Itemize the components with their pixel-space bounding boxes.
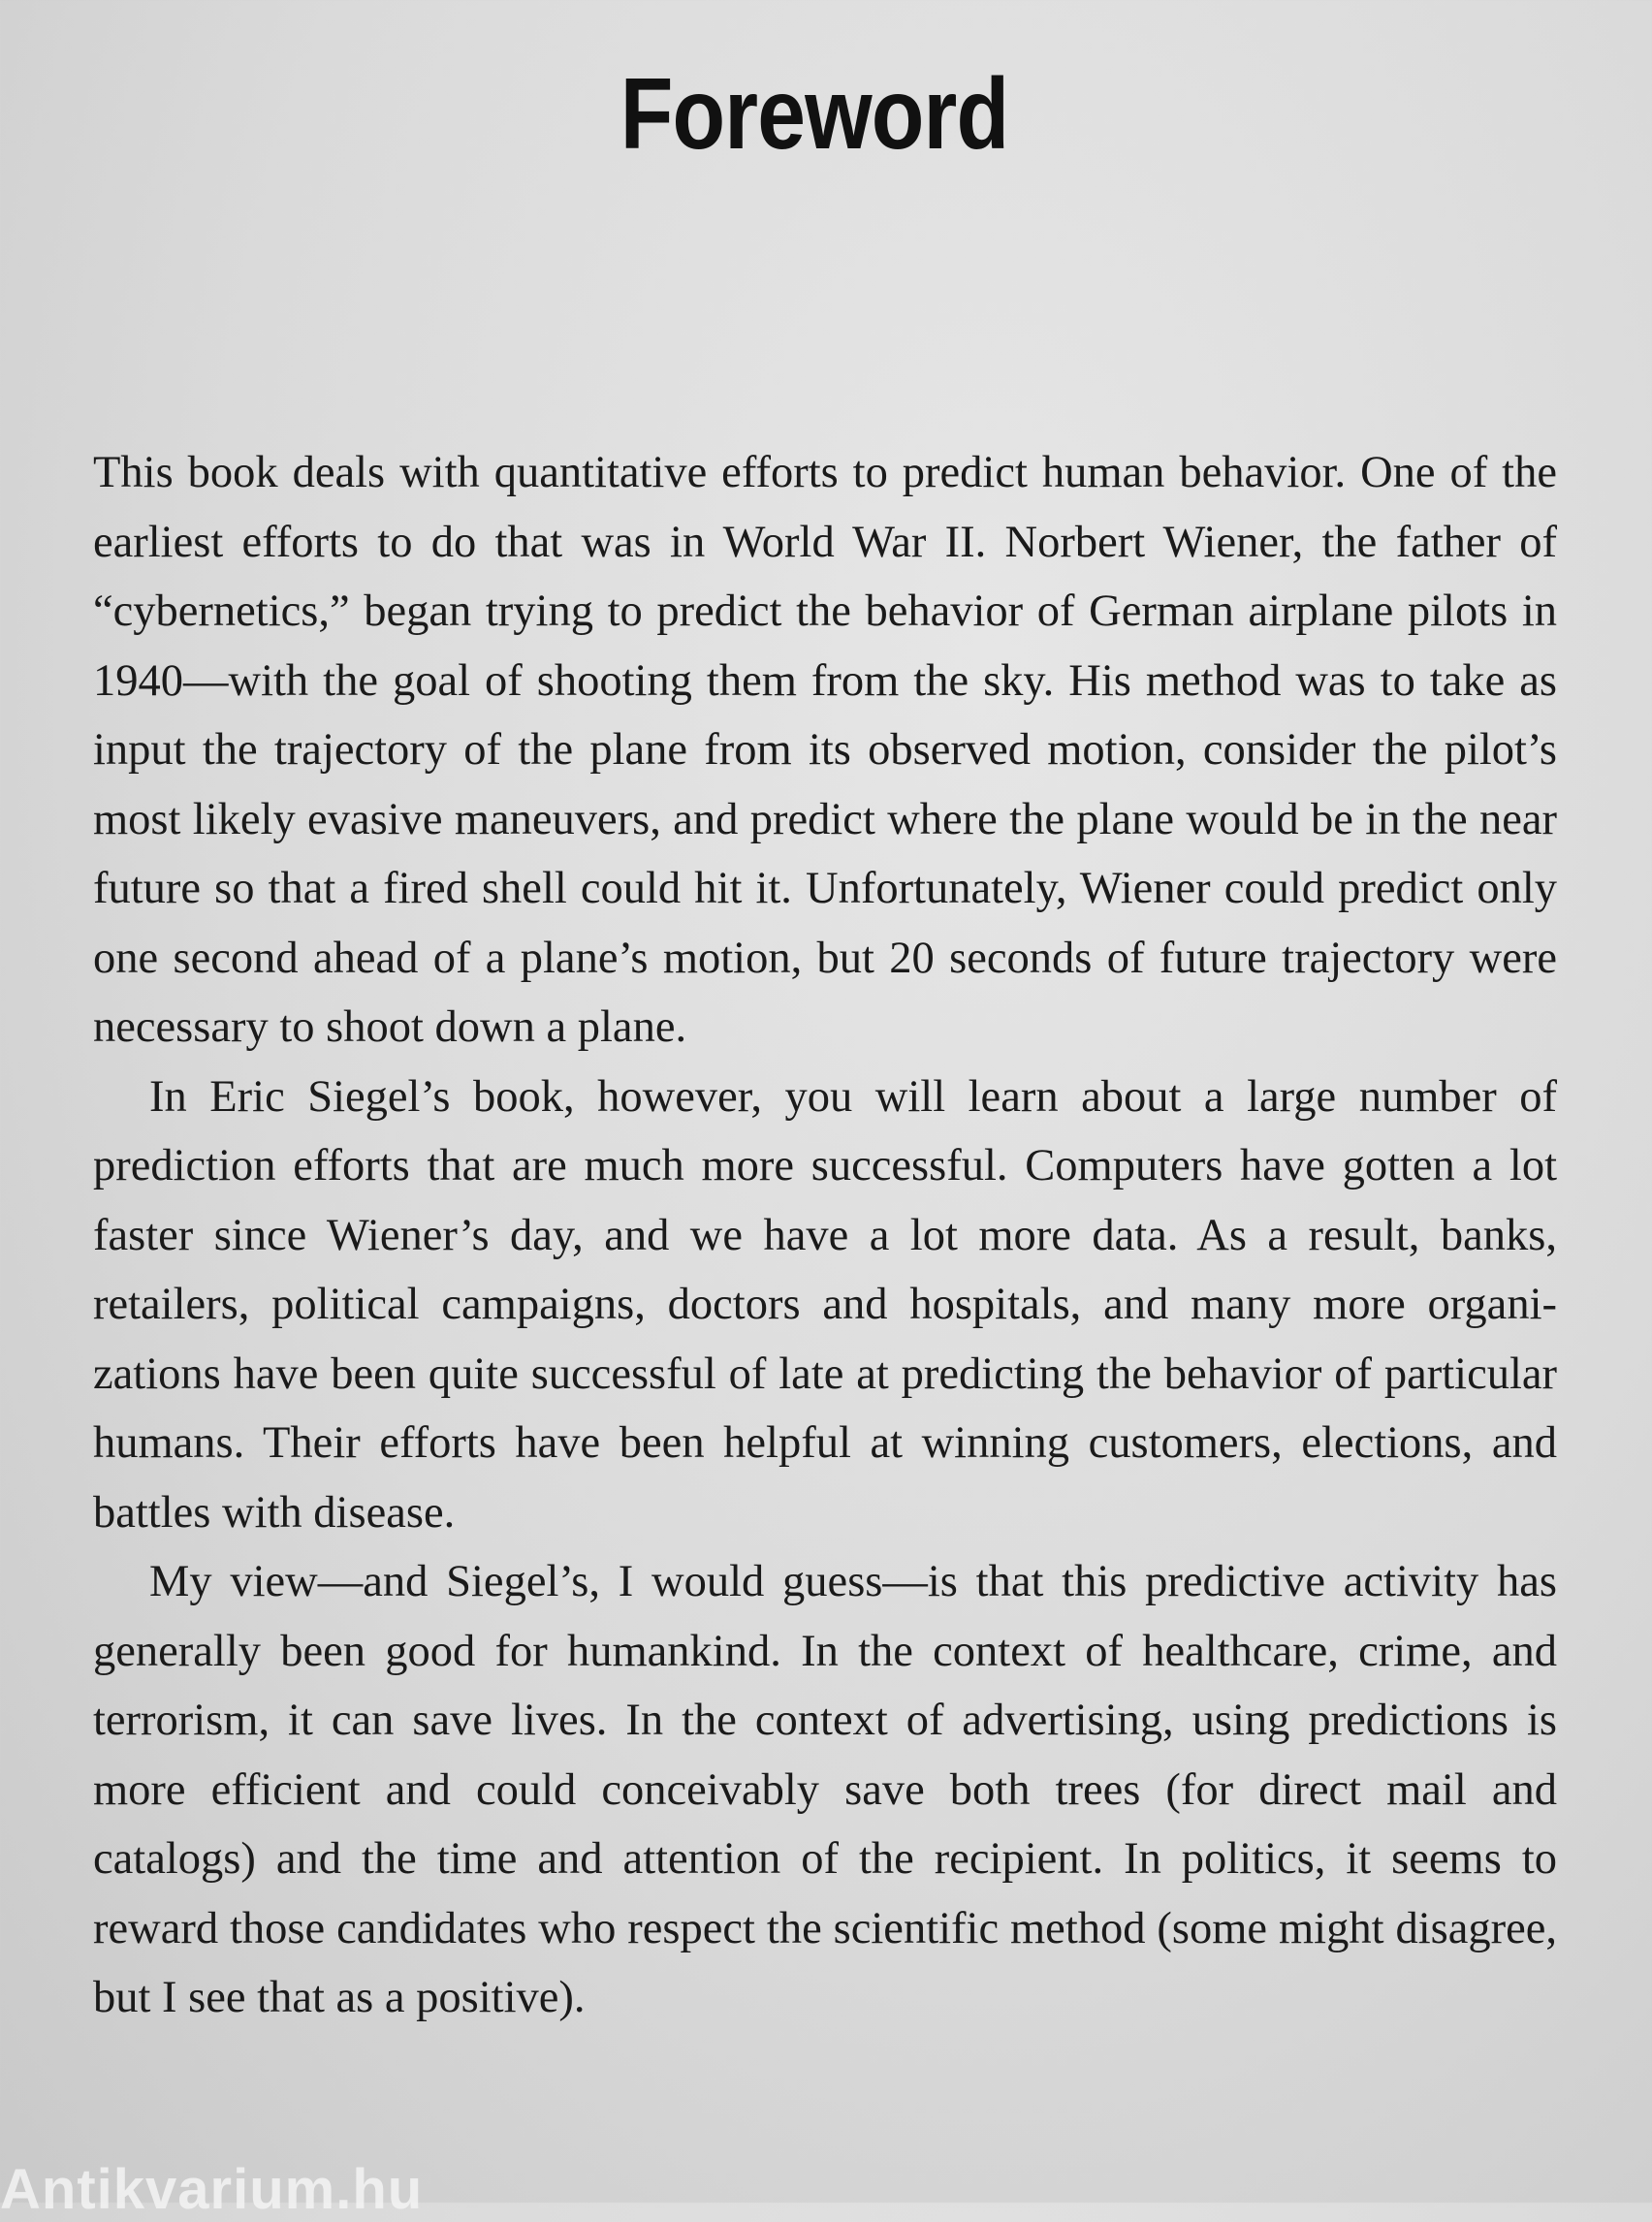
page-title: Foreword <box>620 58 1009 171</box>
foreword-body <box>93 438 1557 2033</box>
paragraph-3: My view—and Siegel’s, I would guess—is that this predictive activity has generally been good for humankind. In the context of healthcare, crime, and terrorism, it can save lives. In the context of advertising, using predictions is more efficient and could conceivably save both trees (for direct mail and catalogs) and the time and attention of the recipient. In politics, it seems to reward those candidates who respect the scientific method (some might disagree, but I see that as a positive). <box>93 1557 1557 2022</box>
paragraph-1: This book deals with quantitative efforts to predict human behavior. One of the earliest efforts to do that was in World War II. Norbert Wiener, the father of “cybernetics,” began trying to predict the behavior of German airplane pilots in 1940—with the goal of shooting them from the sky. His method was to take as input the trajectory of the plane from its observed motion, consider the pilot’s most likely evasive maneuvers, and predict where the plane would be in the near future so that a fired shell could hit it. Unfortunately, Wiener could predict only one second ahead of a plane’s motion, but 20 seconds of future trajectory were necessary to shoot down a plane. <box>93 448 1557 1052</box>
watermark: Antikvarium.hu <box>0 2158 424 2221</box>
paragraph-2: In Eric Siegel’s book, however, you will learn about a large number of prediction efforts that are much more successful. Computers have gotten a lot faster since Wiener’s day, and we have a lot more data. As a result, banks, retailers, political campaigns, doctors and hospitals, and many more organizations have been quite successful of late at predicting the behavior of particular humans. Their efforts have been helpful at winning customers, elections, and battles with disease. <box>93 1071 1557 1538</box>
